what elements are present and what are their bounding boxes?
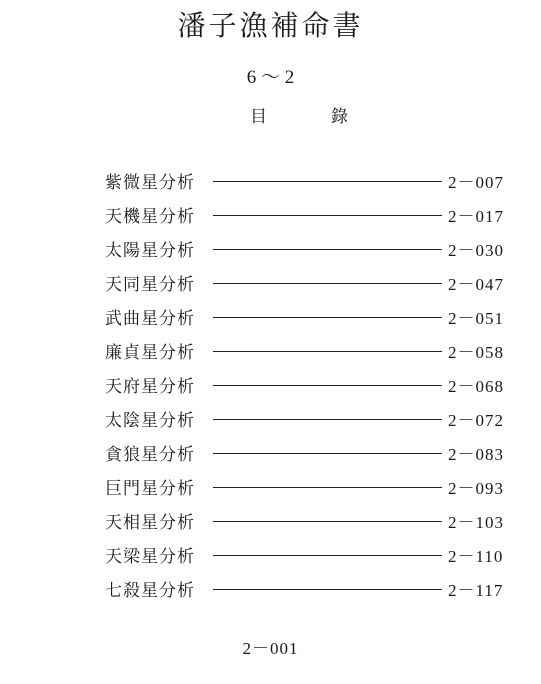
toc-entry[interactable] (105, 469, 510, 503)
toc-entry-title: 太陰星分析 (105, 410, 195, 431)
toc-entry[interactable] (105, 503, 510, 537)
toc-entry[interactable] (105, 537, 510, 571)
toc-entry-page: 2－072 (448, 410, 504, 430)
toc-entry-title: 天同星分析 (105, 274, 195, 295)
toc-entry-page: 2－083 (448, 444, 504, 464)
toc-entry-page: 2－017 (448, 206, 504, 226)
toc-leader-line (213, 215, 442, 216)
toc-entry-title: 七殺星分析 (105, 580, 195, 601)
toc-leader-line (213, 419, 442, 420)
toc-entry[interactable] (105, 401, 510, 435)
toc-leader-line (213, 249, 442, 250)
toc-entry[interactable] (105, 299, 510, 333)
volume-number: 6 ～ 2 (246, 67, 295, 88)
toc-entry[interactable] (105, 367, 510, 401)
toc-entry-page: 2－030 (448, 240, 504, 260)
toc-leader-line (213, 317, 442, 318)
toc-heading-part1: 目 (250, 107, 267, 127)
toc-entry-page: 2－051 (448, 308, 504, 328)
toc-entry[interactable] (105, 265, 510, 299)
toc-leader-line (213, 351, 442, 352)
toc-entry-page: 2－047 (448, 274, 504, 294)
toc-leader-line (213, 589, 442, 590)
toc-entry-page: 2－007 (448, 172, 504, 192)
toc-entry-title: 紫微星分析 (105, 172, 195, 193)
toc-entry-page: 2－103 (448, 512, 504, 532)
toc-leader-line (213, 453, 442, 454)
toc-entry[interactable] (105, 333, 510, 367)
toc-entry-title: 天府星分析 (105, 376, 195, 397)
toc-entry-title: 貪狼星分析 (105, 444, 195, 465)
toc-entry-title: 天相星分析 (105, 512, 195, 533)
toc-entry[interactable] (105, 163, 510, 197)
toc-entry[interactable] (105, 231, 510, 265)
toc-leader-line (213, 385, 442, 386)
document-title: 潘子漁補命書 (177, 9, 364, 42)
toc-entry-page: 2－058 (448, 342, 504, 362)
toc-entry[interactable] (105, 197, 510, 231)
toc-entry-title: 天梁星分析 (105, 546, 195, 567)
toc-entry-title: 巨門星分析 (105, 478, 195, 499)
toc-leader-line (213, 521, 442, 522)
toc-heading (0, 102, 541, 127)
toc-entry-page: 2－117 (448, 580, 504, 600)
toc-entry-title: 武曲星分析 (105, 308, 195, 329)
toc-heading-part2: 錄 (331, 107, 348, 127)
toc-entry[interactable] (105, 571, 510, 605)
toc-entry-title: 天機星分析 (105, 206, 195, 227)
toc-leader-line (213, 283, 442, 284)
toc-entry-page: 2－110 (448, 546, 504, 566)
page-number: 2－001 (242, 639, 299, 658)
toc-entry-page: 2－068 (448, 376, 504, 396)
toc-entry-title: 廉貞星分析 (105, 342, 195, 363)
table-of-contents (105, 163, 510, 605)
toc-leader-line (213, 181, 442, 182)
toc-leader-line (213, 555, 442, 556)
toc-entry-title: 太陽星分析 (105, 240, 195, 261)
toc-entry[interactable] (105, 435, 510, 469)
toc-leader-line (213, 487, 442, 488)
toc-entry-page: 2－093 (448, 478, 504, 498)
